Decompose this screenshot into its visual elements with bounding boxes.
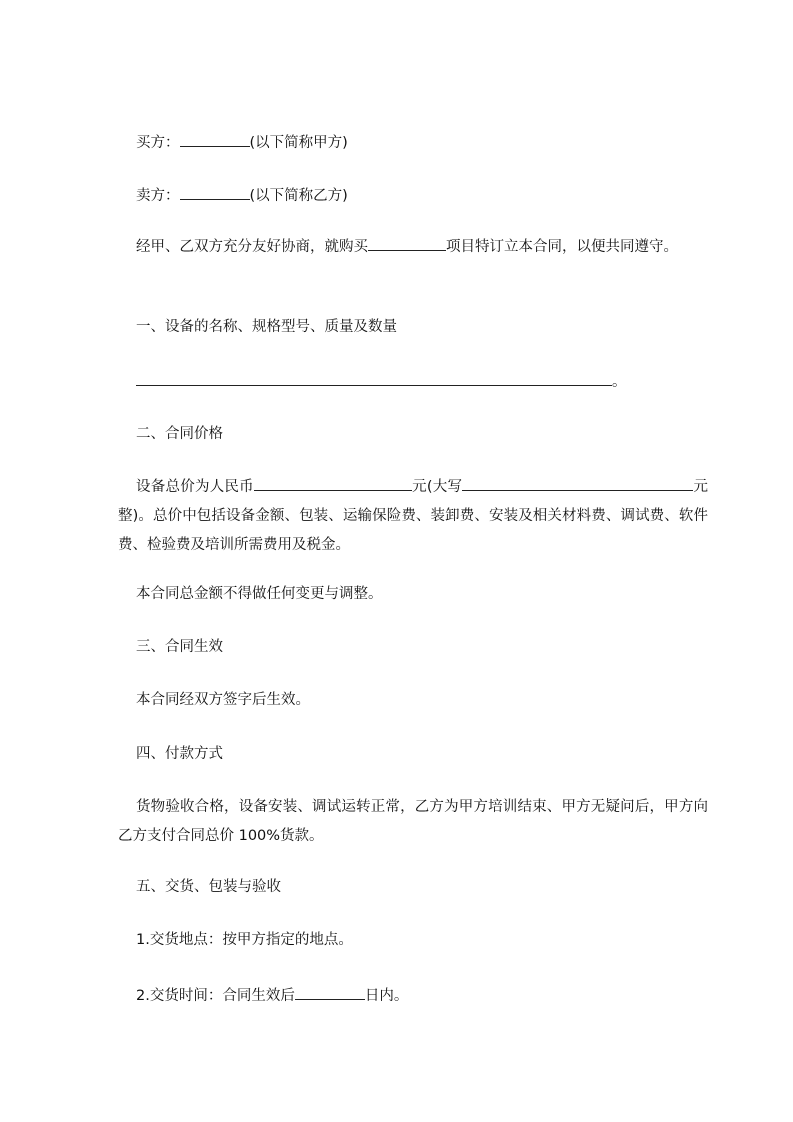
seller-blank (180, 185, 250, 200)
section-3-title: 三、合同生效 (136, 639, 223, 655)
seller-suffix: (以下简称乙方) (249, 188, 348, 204)
seller-label: 卖方： (136, 188, 180, 204)
delivery-location: 1.交货地点：按甲方指定的地点。 (136, 932, 353, 948)
delivery-time-after: 日内。 (364, 988, 409, 1004)
price-paragraph (118, 473, 708, 560)
price-words-blank (462, 476, 673, 491)
price-prefix: 设备总价为人民币 (136, 479, 254, 495)
price-mid: 元(大写 (411, 479, 463, 495)
intro-before: 经甲、乙双方充分友好协商，就购买 (136, 239, 368, 255)
equipment-blank (136, 371, 612, 386)
project-blank (368, 236, 446, 251)
intro-paragraph (118, 233, 708, 262)
buyer-line (136, 132, 348, 152)
equipment-line (136, 371, 627, 391)
price-blank (254, 476, 412, 491)
buyer-suffix: (以下简称甲方) (249, 135, 348, 151)
section-2-title: 二、合同价格 (136, 426, 223, 442)
section-5-title: 五、交货、包装与验收 (136, 879, 281, 895)
section-4-title: 四、付款方式 (136, 746, 223, 762)
price-note: 本合同总金额不得做任何变更与调整。 (136, 586, 383, 602)
effect-text: 本合同经双方签字后生效。 (136, 692, 310, 708)
seller-line (136, 185, 348, 205)
delivery-days-blank (295, 985, 365, 1000)
buyer-label: 买方： (136, 135, 180, 151)
price-end: 元整)。总价中包括设备金额、包装、运输保险费、装卸费、安装及相关材料费、调试费、软件费、检验费及培训所需费用及税金。 (118, 479, 709, 553)
intro-after: 项目特订立本合同，以便共同遵守。 (446, 239, 678, 255)
price-words-blank-end (673, 476, 693, 491)
buyer-blank (180, 132, 250, 147)
equipment-line-end: 。 (612, 374, 627, 390)
payment-paragraph: 货物验收合格，设备安装、调试运转正常，乙方为甲方培训结束、甲方无疑问后，甲方向乙方支付合同总价 100%货款。 (118, 799, 708, 844)
section-1-title: 一、设备的名称、规格型号、质量及数量 (136, 319, 397, 335)
delivery-time-before: 2.交货时间：合同生效后 (136, 988, 295, 1004)
delivery-time (136, 985, 408, 1005)
